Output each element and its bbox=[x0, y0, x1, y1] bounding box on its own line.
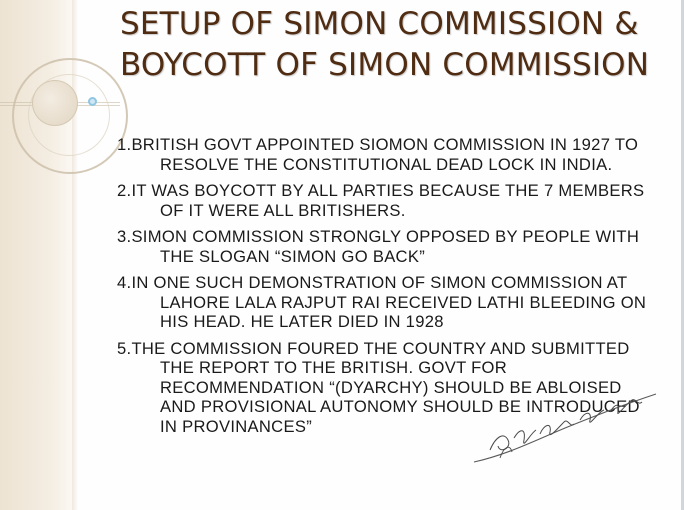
decorative-circle-icon bbox=[32, 80, 78, 126]
bullet-point-4: 4.IN ONE SUCH DEMONSTRATION OF SIMON COMMISSION AT LAHORE LALA RAJPUT RAI RECEIVED LATHI BLEEDING ON HIS HEAD. HE LATER DIED IN 1928 bbox=[117, 273, 647, 331]
slide-title: SETUP OF SIMON COMMISSION & BOYCOTT OF SIMON COMMISSION bbox=[120, 6, 650, 83]
bullet-point-3: 3.SIMON COMMISSION STRONGLY OPPOSED BY PEOPLE WITH THE SLOGAN “SIMON GO BACK” bbox=[117, 227, 640, 266]
handwritten-signature bbox=[470, 388, 660, 468]
bullet-point-1: 1.BRITISH GOVT APPOINTED SIOMON COMMISSION IN 1927 TO RESOLVE THE CONSTITUTIONAL DEAD LOCK IN INDIA. bbox=[117, 135, 639, 174]
bullet-point-2: 2.IT WAS BOYCOTT BY ALL PARTIES BECAUSE THE 7 MEMBERS OF IT WERE ALL BRITISHERS. bbox=[117, 181, 645, 220]
decorative-blue-dot-icon bbox=[88, 97, 97, 106]
bullet-point-5: 5.THE COMMISSION FOURED THE COUNTRY AND SUBMITTED THE REPORT TO THE BRITISH. GOVT FOR RECOMMENDATION “(DYARCHY) SHOULD BE ABLOISED AND PROVISIONAL AUTONOMY SHOULD BE INTRODUCED IN PROVINANCES” bbox=[117, 338, 640, 436]
